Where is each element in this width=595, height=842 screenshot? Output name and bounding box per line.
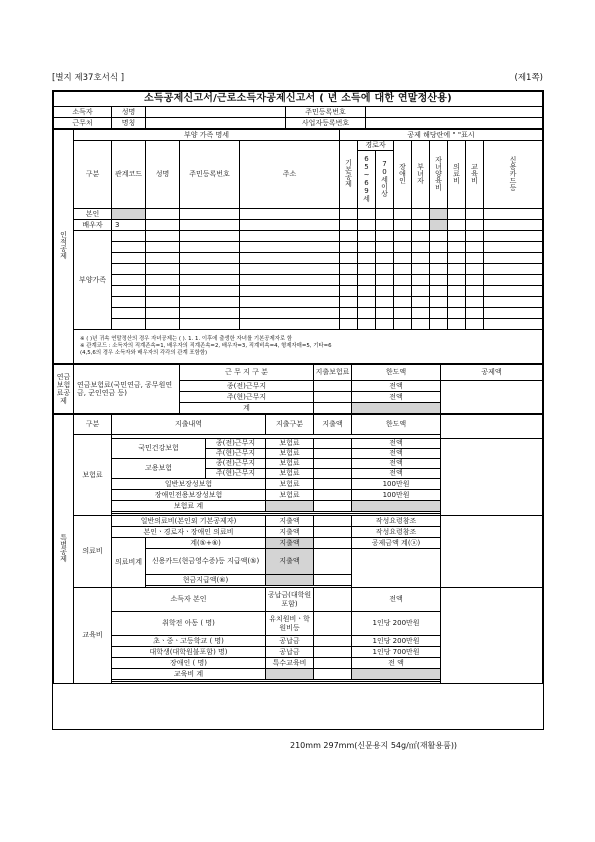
row-dependents: 부양가족 <box>74 231 112 330</box>
pension-workplace-head: 근 무 지 구 분 <box>180 365 314 381</box>
personal-section-label: 인적공제 <box>54 130 74 364</box>
company-name-field[interactable] <box>146 118 286 129</box>
pension-curr-limit: 전액 <box>352 392 441 403</box>
special-deduction-table: 특별공제 구분 지출내역 지출구분 지출액 한도액 보험료 국민건강보험 종(전)근무지 보험료 전액 주(현)근무지 보험료 전액 고용보험 종(전)근무지 보험료 전액 주(현)근무지 보험료 전액 일반보장성보험 보험료 100만원 장애인전용보장성보험 보험료 100만원 보험료 계 의료비 일반의료비(본인외 기본공제자) 지출액 작성요령참조 본인ㆍ경로자ㆍ장애인 의료비 지출액 작성요령참조 의료비계 계(⑤+⑥) 지출액 공제금액 계(ⓐ) 신용카드(현금영수증)등 지급액(⑤) 지출액 현금지급액(⑥) 교육비 소득자 본인 공납금(대학원포함) 전액 취학전 아동 ( 명) 유치원비ㆍ학원비등 1인당 200만원 초ㆍ중ㆍ고등학교 ( 명) 공납금 1인당 200만원 대학생(대학원불포함) 명) 공납금 1인당 700만원 장애인 ( 명) 특수교육비 전 액 교육비 계 <box>53 414 543 684</box>
company-name-label: 명칭 <box>112 118 146 129</box>
col-rel-code: 관계코드 <box>112 141 146 209</box>
pension-curr: 주(현)근무지 <box>180 392 314 403</box>
col-age65: 65~69세 <box>358 151 376 209</box>
health-insurance: 국민건강보험 <box>112 439 206 459</box>
row-spouse: 배우자 <box>74 220 112 231</box>
pension-prev: 종(전)근무지 <box>180 381 314 392</box>
col-name: 성명 <box>146 141 180 209</box>
medical-self: 본인ㆍ경로자ㆍ장애인 의료비 <box>112 527 266 538</box>
special-col-type: 지출구분 <box>266 415 314 435</box>
education-label: 교육비 <box>74 588 112 684</box>
paper-spec: 210mm 297mm(신문용지 54g/㎡(재활용품)) <box>290 741 458 750</box>
medical-sum: 계(⑤+⑥) <box>146 538 266 549</box>
edu-disabled: 장애인 ( 명) <box>112 658 266 669</box>
col-card: 신용카드등 <box>484 141 543 209</box>
pension-paid-head: 지출보험료 <box>314 365 352 381</box>
col-edu: 교육비 <box>466 141 484 209</box>
col-child: 자녀양육비 <box>430 141 448 209</box>
col-medical: 의료비 <box>448 141 466 209</box>
rrn-field[interactable] <box>366 107 543 118</box>
col-basic: 기본공제 <box>340 141 358 209</box>
insurance-total: 보험료 계 <box>112 501 266 512</box>
mark-title: 공제 해당란에 " "표시 <box>340 130 543 141</box>
card-amount: 신용카드(현금영수증)등 지급액(⑤) <box>146 549 266 575</box>
biz-no-label: 사업자등록번호 <box>286 118 366 129</box>
insurance-label: 보험료 <box>74 435 112 516</box>
medical-general: 일반의료비(본인외 기본공제자) <box>112 516 266 527</box>
col-rrn: 주민등록번호 <box>180 141 240 209</box>
pension-item: 연금보험료(국민연금, 공무원연금, 군인연금 등) <box>74 365 180 414</box>
col-address: 주소 <box>240 141 340 209</box>
general-insurance: 일반보장성보험 <box>112 479 266 490</box>
col-elderly: 경로자 <box>358 141 394 151</box>
special-col-detail: 지출내역 <box>112 415 266 435</box>
special-section-label: 특별공제 <box>54 415 74 684</box>
row-self: 본인 <box>74 209 112 220</box>
special-col-limit: 한도액 <box>352 415 441 435</box>
info-table <box>53 91 543 129</box>
col-woman: 부녀자 <box>412 141 430 209</box>
form-title: 소득공제신고서/근로소득자공제신고서 ( 년 소득에 대한 연말정산용) <box>54 92 543 107</box>
personal-deduction-table <box>53 129 543 364</box>
employment-insurance: 고용보험 <box>112 459 206 479</box>
deduct-total-label: 공제금액 계(ⓐ) <box>352 538 441 549</box>
cash-amount: 현금지급액(⑥) <box>146 575 266 586</box>
special-col-amount: 지출액 <box>314 415 352 435</box>
rrn-label: 주민등록번호 <box>286 107 366 118</box>
disabled-insurance: 장애인전용보장성보험 <box>112 490 266 501</box>
edu-preschool: 취학전 아동 ( 명) <box>112 612 266 636</box>
col-gubun: 구분 <box>74 141 112 209</box>
col-disabled: 장애인 <box>394 141 412 209</box>
name-label: 성명 <box>112 107 146 118</box>
pension-total: 계 <box>180 403 314 414</box>
pension-prev-limit: 전액 <box>352 381 441 392</box>
page-number: (제1쪽) <box>514 73 543 83</box>
deduction-form <box>52 90 544 730</box>
workplace-label: 근무처 <box>54 118 112 129</box>
personal-notes: ※ ( )년 귀속 연말정산의 경우 자녀공제는 ( ). 1. 1. 이후에 출생한 자녀를 기본공제자로 함 ※ 관계코드 : 소득자의 직계존속=1, 배우자의 직계존속=2, 배우자=3, 직계비속=4, 형제자매=5, 기타=6 (4,5,6의 경우 소득자와 배우자의 각각의 관계 포함함) <box>74 330 543 364</box>
spouse-code: 3 <box>112 220 146 231</box>
pension-table <box>53 364 543 414</box>
col-age70: 70세이상 <box>376 151 394 209</box>
biz-no-field[interactable] <box>366 118 543 129</box>
pension-limit-head: 한도액 <box>352 365 441 381</box>
medical-subtotal-label: 의료비계 <box>112 538 146 588</box>
edu-school: 초ㆍ중ㆍ고등학교 ( 명) <box>112 636 266 647</box>
edu-university: 대학생(대학원불포함) 명) <box>112 647 266 658</box>
pension-deduct-head: 공제액 <box>441 365 543 381</box>
edu-self: 소득자 본인 <box>112 588 266 612</box>
pension-section-label: 연금보험료공제 <box>54 365 74 414</box>
form-number: [별지 제37호서식 ] <box>52 73 125 83</box>
edu-total: 교육비 계 <box>112 669 266 680</box>
name-field[interactable] <box>146 107 286 118</box>
earner-label: 소득자 <box>54 107 112 118</box>
dependents-title: 부양 가족 명세 <box>74 130 340 141</box>
special-col-gubun: 구분 <box>74 415 112 435</box>
medical-label: 의료비 <box>74 516 112 588</box>
